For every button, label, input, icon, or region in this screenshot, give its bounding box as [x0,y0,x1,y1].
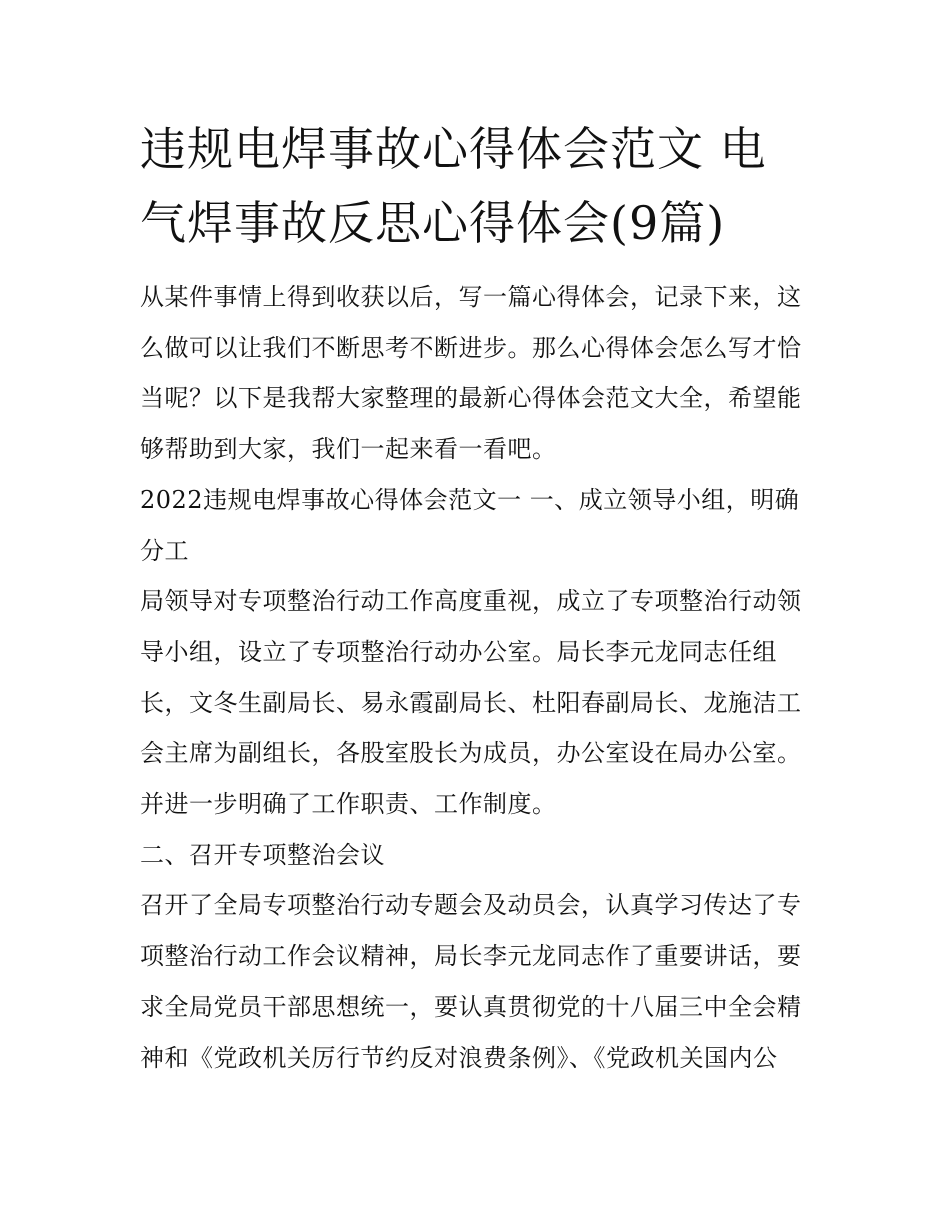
body-paragraph-2: 召开了全局专项整治行动专题会及动员会，认真学习传达了专项整治行动工作会议精神，局长李元龙同志作了重要讲话，要求全局党员干部思想统一，要认真贯彻党的十八届三中全会精神和《党政机关厉行节约反对浪费条例》、《党政机关国内公 [140,891,802,1072]
intro-paragraph: 从某件事情上得到收获以后，写一篇心得体会，记录下来，这么做可以让我们不断思考不断进步。那么心得体会怎么写才恰当呢？以下是我帮大家整理的最新心得体会范文大全，希望能够帮助到大家，我们一起来看一看吧。 [140,283,802,464]
title-spacer [140,260,812,272]
document-page [140,112,812,1083]
section-heading-1: 2022违规电焊事故心得体会范文一 一、成立领导小组，明确分工 [140,485,800,565]
document-title: 违规电焊事故心得体会范文 电气焊事故反思心得体会(9篇) [140,122,767,250]
section-heading-2: 二、召开专项整治会议 [140,840,385,869]
body-paragraph-1: 局领导对专项整治行动工作高度重视，成立了专项整治行动领导小组，设立了专项整治行动办公室。局长李元龙同志任组长，文冬生副局长、易永霞副局长、杜阳春副局长、龙施洁工会主席为副组长，各股室股长为成员，办公室设在局办公室。并进一步明确了工作职责、工作制度。 [140,587,802,819]
